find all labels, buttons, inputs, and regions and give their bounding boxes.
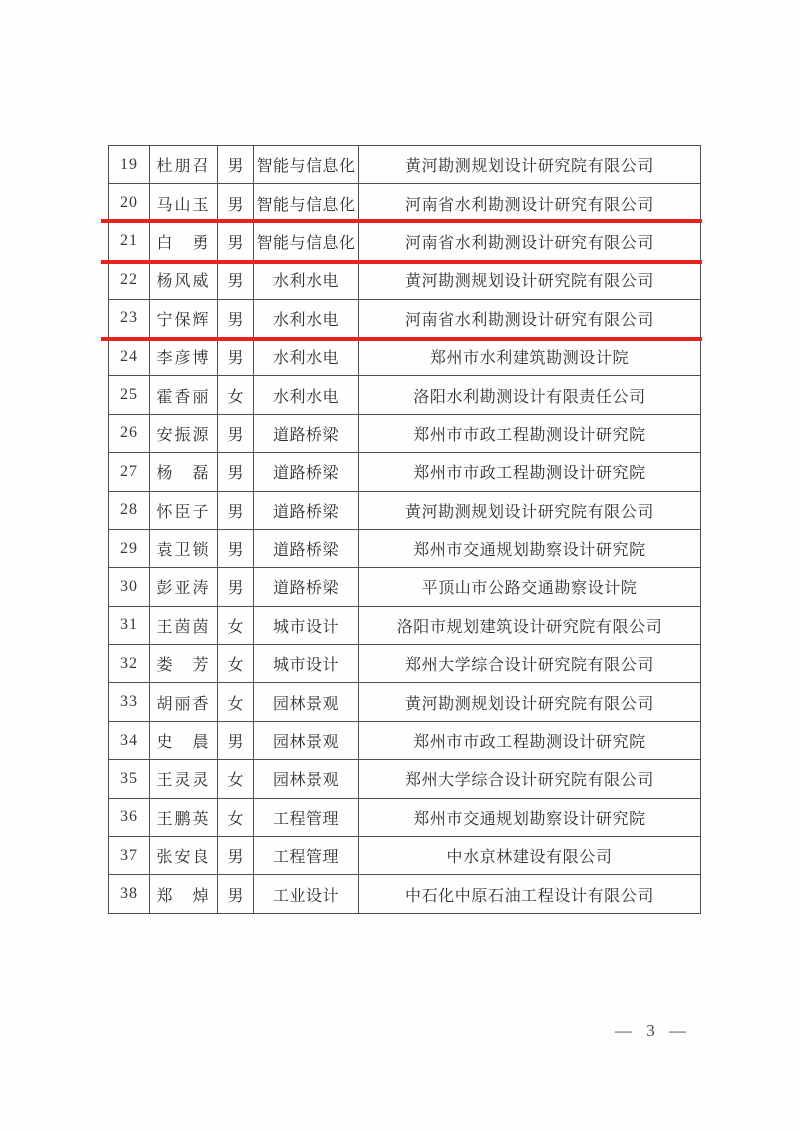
red-annotation-line-below-row-21 [101,260,702,265]
table-row [109,146,701,184]
cell-name: 霍香丽 [150,376,218,414]
cell-specialty: 水利水电 [254,337,359,375]
cell-name: 袁卫锁 [150,529,218,567]
cell-specialty: 工程管理 [254,798,359,836]
cell-row-number: 30 [109,568,150,606]
cell-organization: 河南省水利勘测设计研究有限公司 [359,299,701,337]
table-row [109,683,701,721]
red-annotation-line-below-row-20 [101,219,702,224]
cell-row-number: 20 [109,184,150,222]
cell-row-number: 22 [109,261,150,299]
red-annotation-line-below-row-23 [101,337,702,342]
cell-specialty: 园林景观 [254,760,359,798]
cell-name: 王灵灵 [150,760,218,798]
table-row [109,568,701,606]
cell-organization: 郑州市市政工程勘测设计研究院 [359,414,701,452]
cell-specialty: 道路桥梁 [254,453,359,491]
cell-gender: 男 [218,529,254,567]
cell-specialty: 道路桥梁 [254,568,359,606]
cell-gender: 男 [218,261,254,299]
cell-organization: 洛阳水利勘测设计有限责任公司 [359,376,701,414]
cell-gender: 男 [218,222,254,260]
cell-gender: 男 [218,414,254,452]
cell-row-number: 21 [109,222,150,260]
cell-gender: 男 [218,568,254,606]
table-row [109,721,701,759]
table-row [109,337,701,375]
table-row [109,261,701,299]
table-row [109,184,701,222]
cell-row-number: 34 [109,721,150,759]
cell-specialty: 智能与信息化 [254,184,359,222]
cell-gender: 男 [218,337,254,375]
cell-organization: 郑州大学综合设计研究院有限公司 [359,645,701,683]
cell-gender: 男 [218,491,254,529]
table-row [109,798,701,836]
cell-gender: 男 [218,837,254,875]
cell-name: 杜朋召 [150,146,218,184]
cell-row-number: 31 [109,606,150,644]
cell-name: 杨 磊 [150,453,218,491]
table-row [109,453,701,491]
cell-gender: 女 [218,798,254,836]
cell-row-number: 38 [109,875,150,913]
table-row [109,222,701,260]
cell-name: 怀臣子 [150,491,218,529]
cell-name: 王鹏英 [150,798,218,836]
cell-row-number: 33 [109,683,150,721]
cell-organization: 平顶山市公路交通勘察设计院 [359,568,701,606]
table-row [109,529,701,567]
table-row [109,491,701,529]
cell-name: 安振源 [150,414,218,452]
cell-row-number: 36 [109,798,150,836]
cell-name: 杨风威 [150,261,218,299]
cell-specialty: 道路桥梁 [254,529,359,567]
table-row [109,760,701,798]
cell-row-number: 29 [109,529,150,567]
cell-gender: 女 [218,376,254,414]
cell-organization: 郑州市水利建筑勘测设计院 [359,337,701,375]
cell-gender: 男 [218,184,254,222]
cell-organization: 河南省水利勘测设计研究有限公司 [359,222,701,260]
table-row [109,875,701,913]
cell-specialty: 智能与信息化 [254,222,359,260]
cell-specialty: 道路桥梁 [254,414,359,452]
cell-row-number: 28 [109,491,150,529]
table-row [109,414,701,452]
cell-gender: 男 [218,721,254,759]
cell-organization: 郑州市交通规划勘察设计研究院 [359,529,701,567]
cell-gender: 男 [218,299,254,337]
cell-specialty: 园林景观 [254,683,359,721]
cell-row-number: 35 [109,760,150,798]
cell-row-number: 32 [109,645,150,683]
cell-specialty: 园林景观 [254,721,359,759]
table-row [109,299,701,337]
cell-organization: 郑州市市政工程勘测设计研究院 [359,721,701,759]
cell-row-number: 26 [109,414,150,452]
cell-specialty: 工程管理 [254,837,359,875]
cell-organization: 黄河勘测规划设计研究院有限公司 [359,261,701,299]
cell-gender: 男 [218,146,254,184]
cell-row-number: 19 [109,146,150,184]
cell-row-number: 24 [109,337,150,375]
cell-name: 白 勇 [150,222,218,260]
cell-specialty: 水利水电 [254,299,359,337]
cell-row-number: 23 [109,299,150,337]
cell-organization: 洛阳市规划建筑设计研究院有限公司 [359,606,701,644]
page-number: — 3 — [615,1021,691,1040]
table-row [109,837,701,875]
cell-name: 娄 芳 [150,645,218,683]
cell-specialty: 城市设计 [254,606,359,644]
cell-specialty: 智能与信息化 [254,146,359,184]
cell-gender: 女 [218,683,254,721]
cell-specialty: 水利水电 [254,261,359,299]
cell-name: 李彦博 [150,337,218,375]
cell-organization: 郑州市市政工程勘测设计研究院 [359,453,701,491]
cell-name: 郑 焯 [150,875,218,913]
cell-name: 宁保辉 [150,299,218,337]
cell-gender: 女 [218,760,254,798]
cell-name: 张安良 [150,837,218,875]
cell-organization: 中石化中原石油工程设计有限公司 [359,875,701,913]
cell-organization: 中水京林建设有限公司 [359,837,701,875]
cell-specialty: 工业设计 [254,875,359,913]
cell-gender: 女 [218,606,254,644]
cell-row-number: 27 [109,453,150,491]
cell-organization: 黄河勘测规划设计研究院有限公司 [359,683,701,721]
cell-specialty: 城市设计 [254,645,359,683]
cell-organization: 河南省水利勘测设计研究有限公司 [359,184,701,222]
cell-name: 胡丽香 [150,683,218,721]
cell-name: 彭亚涛 [150,568,218,606]
cell-gender: 男 [218,453,254,491]
cell-gender: 女 [218,645,254,683]
cell-name: 马山玉 [150,184,218,222]
cell-organization: 郑州市交通规划勘察设计研究院 [359,798,701,836]
cell-organization: 黄河勘测规划设计研究院有限公司 [359,146,701,184]
cell-organization: 郑州大学综合设计研究院有限公司 [359,760,701,798]
cell-row-number: 37 [109,837,150,875]
cell-name: 王茵茵 [150,606,218,644]
cell-gender: 男 [218,875,254,913]
table-row [109,376,701,414]
cell-row-number: 25 [109,376,150,414]
table-row [109,606,701,644]
table-row [109,645,701,683]
cell-specialty: 水利水电 [254,376,359,414]
cell-name: 史 晨 [150,721,218,759]
cell-specialty: 道路桥梁 [254,491,359,529]
cell-organization: 黄河勘测规划设计研究院有限公司 [359,491,701,529]
